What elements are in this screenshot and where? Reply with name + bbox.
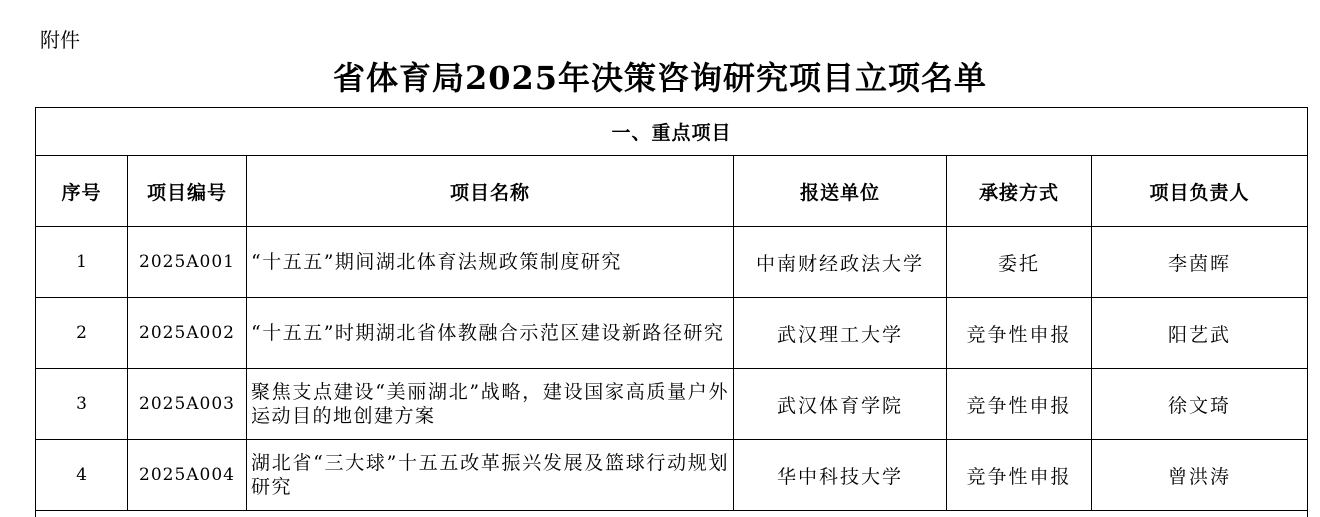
cell-name: 聚焦支点建设“美丽湖北”战略，建设国家高质量户外运动目的地创建方案	[247, 369, 734, 440]
column-header-name: 项目名称	[247, 156, 734, 227]
cell-code: 2025A003	[128, 369, 247, 440]
cell-leader: 徐文琦	[1092, 369, 1308, 440]
cell-unit: 武汉理工大学	[734, 298, 947, 369]
cell-name: “十五五”时期湖北省体教融合示范区建设新路径研究	[247, 298, 734, 369]
column-header-index: 序号	[36, 156, 128, 227]
cell-name: “十五五”期间湖北体育法规政策制度研究	[247, 227, 734, 298]
section-title: 一、重点项目	[36, 108, 1308, 156]
column-header-code: 项目编号	[128, 156, 247, 227]
table-row	[36, 440, 1308, 511]
cell-method: 竞争性申报	[947, 369, 1092, 440]
cell-code: 2025A004	[128, 440, 247, 511]
table-row-partial	[36, 511, 1308, 517]
cell-leader: 阳艺武	[1092, 298, 1308, 369]
table-row	[36, 298, 1308, 369]
section-header-row	[36, 108, 1308, 156]
cell-method: 委托	[947, 227, 1092, 298]
cell-leader: 曾洪涛	[1092, 440, 1308, 511]
cell-index: 3	[36, 369, 128, 440]
cell-unit: 中南财经政法大学	[734, 227, 947, 298]
column-header-method: 承接方式	[947, 156, 1092, 227]
column-header-row	[36, 156, 1308, 227]
project-list-table	[35, 107, 1308, 517]
attachment-label: 附件	[40, 28, 80, 52]
document-title: 省体育局2025年决策咨询研究项目立项名单	[332, 59, 988, 97]
cell-index: 2	[36, 298, 128, 369]
cell-partial	[36, 511, 1308, 517]
cell-method: 竞争性申报	[947, 440, 1092, 511]
cell-index: 4	[36, 440, 128, 511]
cell-unit: 武汉体育学院	[734, 369, 947, 440]
cell-code: 2025A002	[128, 298, 247, 369]
cell-method: 竞争性申报	[947, 298, 1092, 369]
cell-name: 湖北省“三大球”十五五改革振兴发展及篮球行动规划研究	[247, 440, 734, 511]
column-header-leader: 项目负责人	[1092, 156, 1308, 227]
cell-code: 2025A001	[128, 227, 247, 298]
cell-index: 1	[36, 227, 128, 298]
table-row	[36, 369, 1308, 440]
table-row	[36, 227, 1308, 298]
cell-unit: 华中科技大学	[734, 440, 947, 511]
cell-leader: 李茵晖	[1092, 227, 1308, 298]
column-header-unit: 报送单位	[734, 156, 947, 227]
